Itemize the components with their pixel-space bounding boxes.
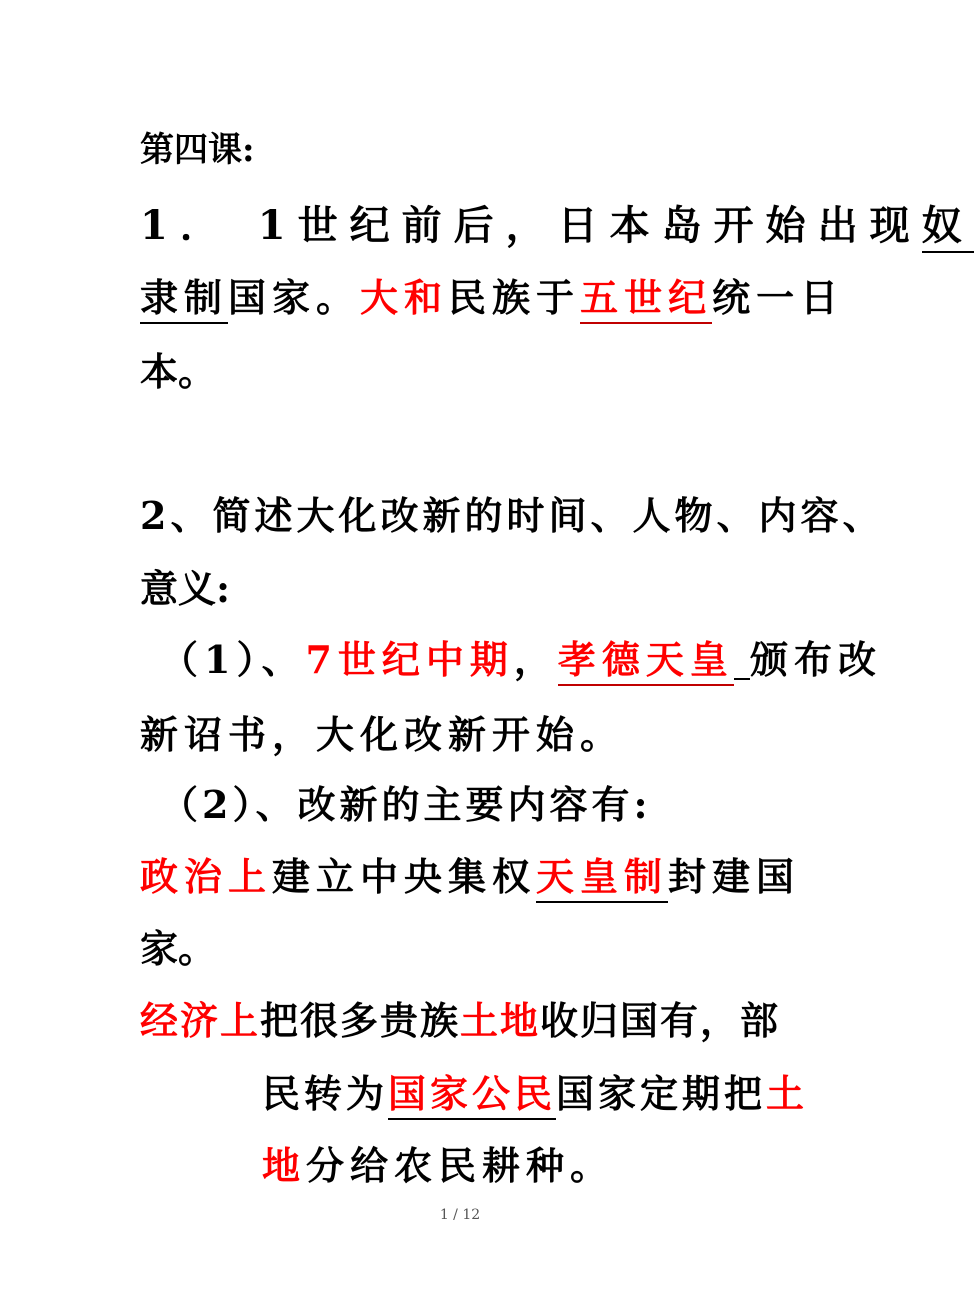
lesson-title: 第四课: [140, 130, 255, 170]
economy-line-3 [262, 1143, 615, 1188]
q1-answer-slavery-part1: 奴 [922, 202, 974, 253]
economy-text: 国家定期把 [556, 1071, 767, 1116]
politics-text-end: 封建国 [668, 854, 801, 899]
q2-answer-time: 7世纪中期 [305, 637, 514, 682]
q1-text: 统一日 [712, 275, 845, 320]
q1-line-2 [140, 275, 845, 320]
page-number: 1 / 12 [439, 1207, 481, 1223]
q1-highlight-yamato: 大和 [360, 275, 449, 320]
q1-text: 民族于 [448, 275, 581, 320]
economy-label: 经济上 [140, 998, 261, 1043]
economy-line [140, 998, 781, 1043]
economy-text: 民转为 [262, 1071, 389, 1116]
politics-label: 政治上 [140, 854, 273, 899]
q1-text: 国家。 [228, 275, 361, 320]
economy-answer-land-2b: 地 [262, 1143, 307, 1188]
q1-answer-fifth-century: 五世纪 [580, 275, 712, 324]
q2-item-1 [160, 637, 882, 682]
economy-text-end: 收归国有，部 [540, 998, 781, 1043]
economy-answer-land-2a: 土 [766, 1071, 809, 1116]
politics-text: 建立中央集权 [272, 854, 537, 899]
economy-text: 分给农民耕种。 [306, 1143, 615, 1188]
q1-answer-slavery-part2: 隶制 [140, 275, 228, 324]
q1-line-1 [140, 202, 974, 249]
comma: ， [513, 637, 558, 682]
economy-answer-citizens: 国家公民 [388, 1071, 556, 1120]
q2-answer-person: 孝德天皇 [558, 637, 734, 686]
q1-line-3: 本。 [140, 349, 217, 394]
politics-line-cont: 家。 [140, 926, 217, 971]
item-number: （1）、 [160, 637, 306, 682]
q2-text: 颁布改 [749, 637, 882, 682]
q2-item-1-cont: 新诏书，大化改新开始。 [140, 712, 625, 757]
economy-text: 把很多贵族 [260, 998, 461, 1043]
q2-item-2: （2）、改新的主要内容有: [160, 782, 652, 827]
politics-answer: 天皇制 [536, 854, 668, 903]
q1-text: 1． 1世纪前后，日本岛开始出现 [140, 202, 922, 249]
q2-question-cont: 意义: [140, 566, 231, 611]
economy-line-2 [262, 1071, 809, 1116]
q2-question: 2、简述大化改新的时间、人物、内容、 [140, 493, 885, 538]
politics-line [140, 854, 801, 899]
economy-answer-land: 土地 [460, 998, 541, 1043]
blank-line [734, 644, 750, 680]
